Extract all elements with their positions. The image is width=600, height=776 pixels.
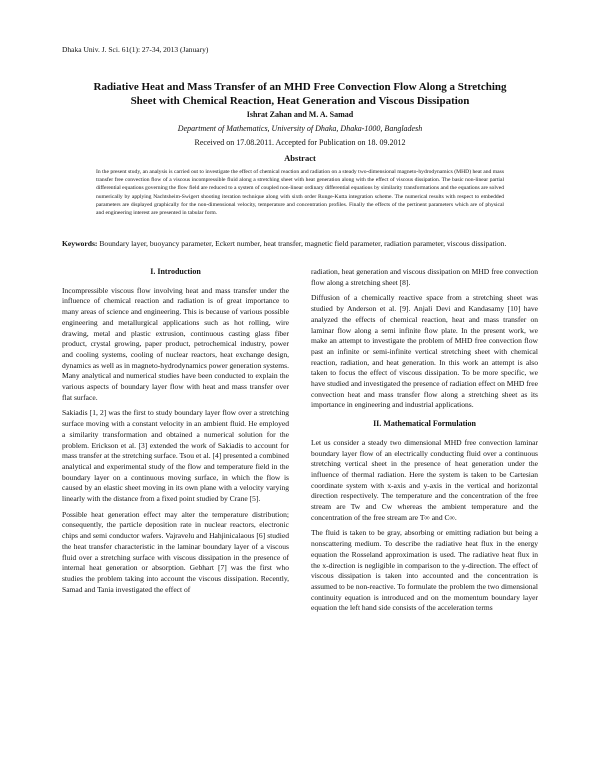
keywords-text: Boundary layer, buoyancy parameter, Eckert number, heat transfer, magnetic field parameter, radiation parameter, viscous dissipation. [97, 239, 507, 248]
title-line-2: Sheet with Chemical Reaction, Heat Generation and Viscous Dissipation [130, 95, 470, 107]
abstract-heading: Abstract [284, 153, 316, 163]
paragraph: Diffusion of a chemically reactive space from a stretching sheet was studied by Anderson et al. [9]. Anjali Devi and Kandasamy [10] have analyzed the effects of chemical reaction, heat and mass transfer on laminar flow along a semi infinite flow plate. In the present work, we make an attempt to investigate the problem of MHD free convection flow past an infinite or semi-infinite vertical stretching sheet with chemical reaction, radiation, and heat generation. In this work an attempt is also taken to focus the effect of viscous dissipation. To be more specific, we have studied and investigated the presence of radiation effect on MHD free convection heat and mass transfer flow along a stretching sheet as its importance in engineering and industrial applications. [311, 293, 538, 410]
section-heading-formulation: II. Mathematical Formulation [373, 419, 476, 429]
paragraph: The fluid is taken to be gray, absorbing or emitting radiation but being a nonscattering medium. To describe the radiative heat flux in the energy equation the Rosseland approximation is used. The radiative heat flux in the x-direction is negligible in comparison to the y-direction. The effect of viscous dissipation is taken into accounted and the concentration is assumed to be non-reactive. To formulate the problem the two dimensional continuity equation is introduced and on the momentum boundary layer equation the left hand side consists of the acceleration terms [311, 528, 538, 613]
paragraph: Sakiadis [1, 2] was the first to study boundary layer flow over a stretching surface moving with a constant velocity in an ambient fluid. He employed a similarity transformation and obtained a numerical solution for the problem. Erickson et al. [3] extended the work of Sakiadis to account for mass transfer at the stretching surface. Tsou et al. [4] presented a combined analytical and experimental study of the flow and temperature field in the boundary layer on a continuous moving surface, in which the flow is caused by an elastic sheet moving in its own plane with a velocity varying linearly with the distance from a fixed point studied by Crane [5]. [62, 408, 289, 504]
authors: Ishrat Zahan and M. A. Samad [246, 110, 354, 119]
paragraph: radiation, heat generation and viscous dissipation on MHD free convection flow along a stretching sheet [8]. [311, 267, 538, 287]
abstract-text: In the present study, an analysis is carried out to investigate the effect of chemical reaction and radiation on a steady two-dimensional magneto-hydrodynamics (MHD) heat and mass transfer free convection flow of a viscous incompressible fluid along a stretching sheet with heat generation along with the effect of viscous dissipation. The basic non-linear partial differential equations governing the flow field are reduced to a system of coupled non-linear ordinary differential equations by similarity transformations and the equations are solved numerically by applying Nachtsheim-Swigert shooting iteration technique along with sixth order Runge-Kutta integration scheme. The numerical results with respect to embedded parameters are displayed graphically for the non-dimensional velocity, temperature and concentration profiles. Finally the effects of the pertinent parameters which are of physical and engineering interest are presented in tabular form. [96, 169, 504, 217]
journal-citation: Dhaka Univ. J. Sci. 61(1): 27-34, 2013 (January) [62, 45, 209, 54]
affiliation: Department of Mathematics, University of Dhaka, Dhaka-1000, Bangladesh [177, 124, 423, 133]
keywords [62, 239, 538, 250]
paragraph: Possible heat generation effect may alter the temperature distribution; consequently, the particle deposition rate in nuclear reactors, electronic chips and semi conductor wafers. Vajravelu and Hahjinicalaous [6] studied the heat transfer characteristic in the laminar boundary layer of a viscous fluid over a stretching surface with viscous dissipation in the presence of internal heat generation or absorption. Gebhart [7] was the first who studies the problem taking into account the viscous dissipation. Recently, Samad and Tania investigated the effect of [62, 509, 289, 594]
paragraph: Let us consider a steady two dimensional MHD free convection laminar boundary layer flow of an electrically conducting fluid over a continuous stretching vertical sheet in the presence of heat generation under the influence of thermal radiation. Here the system is taken to be Cartesian coordinate system with x-axis and y-axis in the vertical and horizontal direction respectively. The temperature and the concentration of the free stream are Tw and Cw whereas the ambient temperature and the concentration of the free stream are T∞ and C∞. [311, 437, 538, 522]
received-date: Received on 17.08.2011. Accepted for Publication on 18. 09.2012 [194, 138, 406, 147]
paragraph: Incompressible viscous flow involving heat and mass transfer under the influence of chemical reaction and radiation is of great importance to many areas of science and engineering. This is because of various possible engineering and metallurgical applications such as hot rolling, wire drawing, metal and plastic extrusion, continuous casting glass fiber product, crystal growing, paper product, petrochemical industry, power and cooling systems, cooling of nuclear reactors, heat exchange design, dynamics as well as in magneto-hydrodynamics power generation systems. Many analytical and numerical studies have been conducted to explain the various aspects of boundary layer flow with heat and mass transfer over flat surface. [62, 285, 289, 402]
section-heading-introduction: I. Introduction [150, 267, 201, 276]
left-column [62, 267, 289, 600]
keywords-label: Keywords: [62, 239, 98, 248]
title-line-1: Radiative Heat and Mass Transfer of an MHD Free Convection Flow Along a Stretching [93, 81, 507, 93]
paper-title [60, 80, 540, 108]
right-column [311, 267, 538, 619]
